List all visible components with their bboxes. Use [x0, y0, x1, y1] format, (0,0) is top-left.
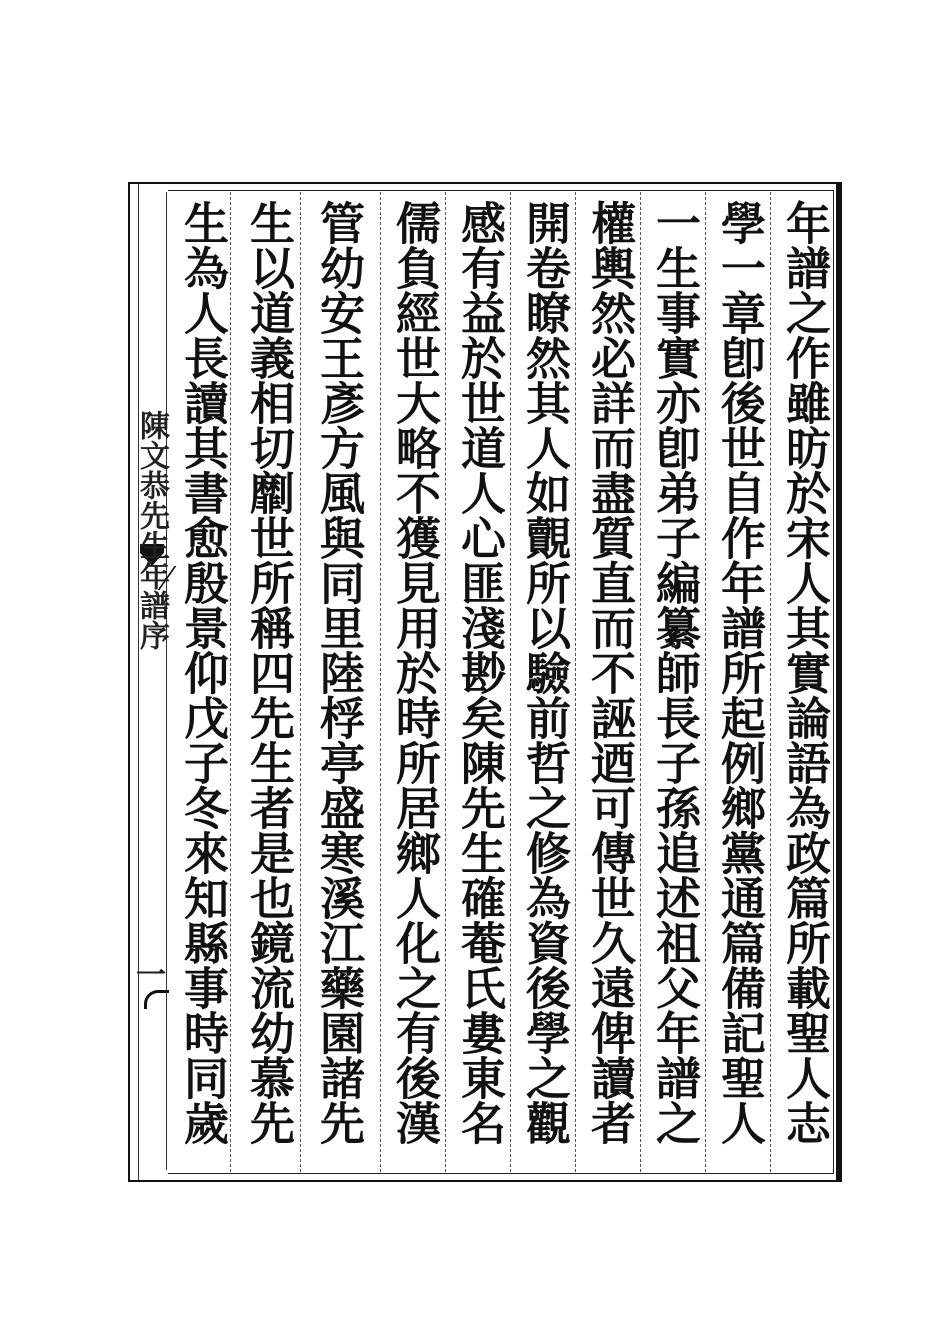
- frame-inner-rule-top: [168, 190, 834, 191]
- text-column-9: 生以道義相切劘世所稱四先生者是也鏡流幼慕先: [242, 200, 295, 1145]
- text-column-2: 學一章卽後世自作年譜所起例鄉黨通篇備記聖人: [713, 200, 766, 1145]
- text-column-7: 儒負經世大略不獲見用於時所居鄉人化之有後漢: [388, 200, 441, 1145]
- text-column-1: 年譜之作雖昉於宋人其實論語為政篇所載聖人志: [778, 200, 831, 1145]
- text-column-4: 權輿然必詳而盡質直而不誣迺可傳世久遠俾讀者: [583, 200, 636, 1145]
- page-number: 一: [136, 958, 166, 993]
- banxin-rule: [138, 184, 139, 1180]
- column-rule: [380, 192, 381, 1172]
- frame-inner-rule-right: [833, 190, 834, 1174]
- banxin-title: 陳文恭先生年譜序: [134, 410, 169, 650]
- banxin-rule: [166, 192, 167, 1170]
- text-column-6: 感有益於世道人心匪淺尠矣陳先生確菴氏婁東名: [453, 200, 506, 1145]
- text-column-10: 生為人長讀其書愈殷景仰戊子冬來知縣事時同歲: [176, 200, 229, 1145]
- text-column-5: 開卷瞭然其人如覿所以驗前哲之修為資後學之觀: [518, 200, 571, 1145]
- column-rule: [770, 192, 771, 1172]
- text-column-8: 管幼安王彥方風與同里陸桴亭盛寒溪江藥園諸先: [312, 200, 365, 1145]
- banxin-margin: [130, 184, 168, 1180]
- column-rule: [300, 192, 301, 1172]
- text-column-3: 一生事實亦卽弟子編纂師長子孫追述祖父年譜之: [648, 200, 701, 1145]
- column-rule: [575, 192, 576, 1172]
- column-rule: [230, 192, 231, 1172]
- column-rule: [705, 192, 706, 1172]
- column-rule: [445, 192, 446, 1172]
- column-rule: [510, 192, 511, 1172]
- column-rule: [640, 192, 641, 1172]
